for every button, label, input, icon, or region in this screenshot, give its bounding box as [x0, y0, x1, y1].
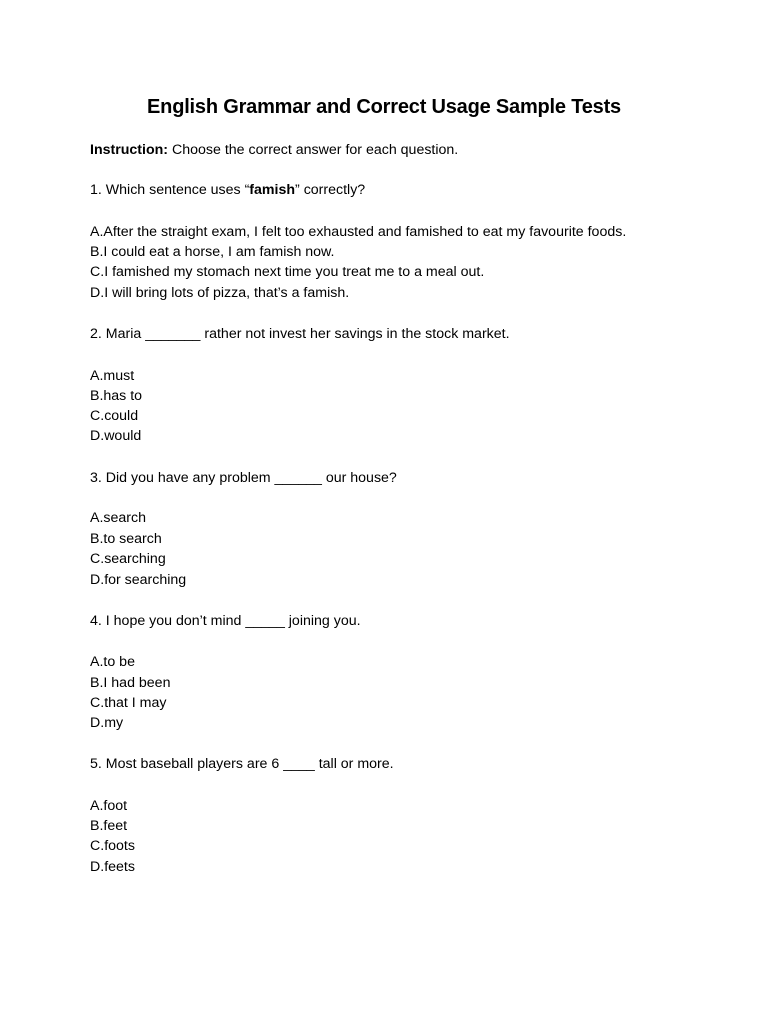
question-4-option-a: A.to be	[90, 654, 135, 670]
question-3-option-a: A.search	[90, 510, 146, 526]
question-5-option-c: C.foots	[90, 838, 135, 854]
question-1-prompt-start: 1. Which sentence uses “	[90, 182, 250, 198]
question-5-option-d: D.feets	[90, 859, 135, 875]
question-4-option-d: D.my	[90, 715, 124, 731]
instruction-line	[90, 140, 458, 160]
question-2-option-b: B.has to	[90, 388, 143, 404]
instruction-text: Choose the correct answer for each question.	[168, 142, 459, 158]
question-5-option-a: A.foot	[90, 798, 128, 814]
question-2-option-d: D.would	[90, 428, 142, 444]
question-2-option-a: A.must	[90, 368, 135, 384]
question-1-option-d: D.I will bring lots of pizza, that’s a famish.	[90, 285, 350, 301]
question-3-option-c: C.searching	[90, 551, 166, 567]
question-5-option-b: B.feet	[90, 818, 128, 834]
instruction-label: Instruction:	[90, 142, 169, 158]
question-3-option-b: B.to search	[90, 531, 162, 547]
question-4-option-b: B.I had been	[90, 675, 171, 691]
document-title: English Grammar and Correct Usage Sample Tests	[147, 96, 621, 118]
question-1-prompt-end: ” correctly?	[295, 182, 366, 198]
question-2-option-c: C.could	[90, 408, 139, 424]
question-3-prompt: 3. Did you have any problem ______ our house?	[90, 470, 397, 486]
question-4-prompt: 4. I hope you don’t mind _____ joining you.	[90, 613, 361, 629]
question-2-prompt: 2. Maria _______ rather not invest her savings in the stock market.	[90, 326, 510, 342]
question-1-keyword: famish	[249, 182, 296, 198]
question-1-option-b: B.I could eat a horse, I am famish now.	[90, 244, 335, 260]
question-3-option-d: D.for searching	[90, 572, 187, 588]
question-5-prompt: 5. Most baseball players are 6 ____ tall or more.	[90, 756, 394, 772]
question-4-option-c: C.that I may	[90, 695, 167, 711]
question-1-option-a: A.After the straight exam, I felt too exhausted and famished to eat my favourite foods.	[90, 224, 627, 240]
question-1-option-c: C.I famished my stomach next time you treat me to a meal out.	[90, 264, 485, 280]
question-1-prompt	[90, 180, 365, 200]
